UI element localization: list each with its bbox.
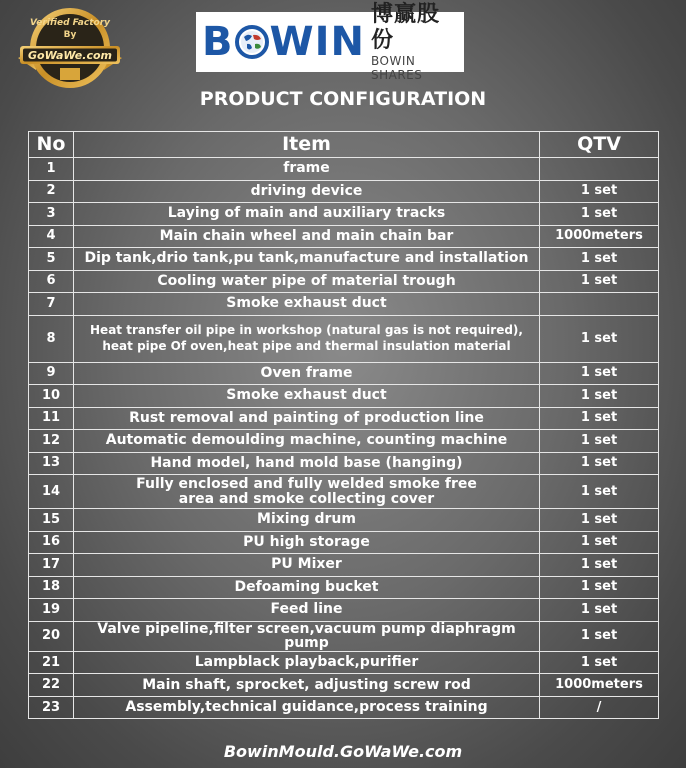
logo-wordmark — [202, 19, 365, 65]
logo-english: BOWIN SHARES — [370, 54, 423, 82]
table-row — [29, 315, 659, 362]
row-item-line2: area and smoke collecting cover — [178, 490, 435, 507]
row-item: driving device — [74, 180, 540, 203]
row-item: Lampblack playback,purifier — [74, 651, 540, 674]
row-no: 21 — [29, 651, 74, 674]
row-no: 15 — [29, 509, 74, 532]
product-configuration-table — [28, 131, 659, 719]
table-row — [29, 293, 659, 316]
header-item: Item — [74, 132, 540, 158]
row-qty: 1 set — [540, 531, 659, 554]
table-row — [29, 674, 659, 697]
row-qty: 1 set — [540, 576, 659, 599]
table-header-row — [29, 132, 659, 158]
row-item-line1: Fully enclosed and fully welded smoke free — [136, 475, 477, 492]
row-no: 13 — [29, 452, 74, 475]
table-row — [29, 621, 659, 651]
row-no: 12 — [29, 430, 74, 453]
table-row — [29, 407, 659, 430]
row-item: Smoke exhaust duct — [74, 293, 540, 316]
bowin-logo — [196, 2, 464, 82]
table-row — [29, 248, 659, 271]
globe-icon — [235, 25, 269, 59]
row-qty: 1 set — [540, 385, 659, 408]
row-item: Hand model, hand mold base (hanging) — [74, 452, 540, 475]
table-row — [29, 225, 659, 248]
row-no: 22 — [29, 674, 74, 697]
row-qty: 1 set — [540, 248, 659, 271]
row-qty: 1 set — [540, 509, 659, 532]
row-no: 19 — [29, 599, 74, 622]
row-no: 14 — [29, 475, 74, 509]
table-row — [29, 576, 659, 599]
row-qty: 1000meters — [540, 674, 659, 697]
row-no: 16 — [29, 531, 74, 554]
row-item: Mixing drum — [74, 509, 540, 532]
row-no: 9 — [29, 362, 74, 385]
row-no: 6 — [29, 270, 74, 293]
header-no: No — [29, 132, 74, 158]
row-item: PU Mixer — [74, 554, 540, 577]
table-row — [29, 651, 659, 674]
badge-line1: Verified Factory — [29, 18, 110, 28]
row-qty: 1 set — [540, 407, 659, 430]
row-no: 8 — [29, 315, 74, 362]
row-qty: 1 set — [540, 621, 659, 651]
row-no: 5 — [29, 248, 74, 271]
row-no: 7 — [29, 293, 74, 316]
row-qty: 1 set — [540, 452, 659, 475]
row-qty: 1 set — [540, 180, 659, 203]
row-qty: 1 set — [540, 203, 659, 226]
row-item: Smoke exhaust duct — [74, 385, 540, 408]
row-item: Automatic demoulding machine, counting machine — [74, 430, 540, 453]
row-item: Feed line — [74, 599, 540, 622]
badge-line2: By — [63, 30, 77, 40]
footer-website: BowinMould.GoWaWe.com — [223, 742, 463, 761]
row-item: PU high storage — [74, 531, 540, 554]
row-qty: 1000meters — [540, 225, 659, 248]
row-item: frame — [74, 158, 540, 181]
row-qty: 1 set — [540, 362, 659, 385]
table-row — [29, 385, 659, 408]
row-item: Main chain wheel and main chain bar — [74, 225, 540, 248]
row-no: 23 — [29, 696, 74, 719]
row-qty: 1 set — [540, 270, 659, 293]
table-row — [29, 554, 659, 577]
row-item: Main shaft, sprocket, adjusting screw rod — [74, 674, 540, 697]
table-row — [29, 270, 659, 293]
row-item: Rust removal and painting of production line — [74, 407, 540, 430]
table-row — [29, 696, 659, 719]
table-row — [29, 362, 659, 385]
row-item — [74, 315, 540, 362]
page-title: PRODUCT CONFIGURATION — [199, 88, 487, 110]
row-no: 1 — [29, 158, 74, 181]
logo-mark-right: WIN — [269, 19, 365, 65]
row-no: 11 — [29, 407, 74, 430]
row-qty — [540, 293, 659, 316]
row-item: Valve pipeline,filter screen,vacuum pump diaphragm pump — [74, 621, 540, 651]
verified-factory-badge — [14, 6, 126, 90]
row-qty: 1 set — [540, 599, 659, 622]
row-qty: 1 set — [540, 651, 659, 674]
table-row — [29, 509, 659, 532]
table-row — [29, 452, 659, 475]
badge-brand: GoWaWe.com — [27, 49, 112, 62]
logo-chinese: 博赢股份 — [370, 2, 440, 53]
table-row — [29, 203, 659, 226]
row-item: Cooling water pipe of material trough — [74, 270, 540, 293]
row-no: 10 — [29, 385, 74, 408]
row-qty: 1 set — [540, 315, 659, 362]
table-row — [29, 531, 659, 554]
logo-mark-left: B — [202, 19, 234, 65]
row-item-line1: Heat transfer oil pipe in workshop (natural gas is not required), — [90, 323, 523, 338]
row-item: Defoaming bucket — [74, 576, 540, 599]
row-item — [74, 475, 540, 509]
row-item: Dip tank,drio tank,pu tank,manufacture and installation — [74, 248, 540, 271]
logo-text-block — [371, 2, 458, 82]
row-qty: 1 set — [540, 475, 659, 509]
row-qty: 1 set — [540, 430, 659, 453]
row-no: 2 — [29, 180, 74, 203]
row-no: 4 — [29, 225, 74, 248]
row-no: 3 — [29, 203, 74, 226]
header-qty: QTV — [540, 132, 659, 158]
table-row — [29, 180, 659, 203]
row-qty — [540, 158, 659, 181]
row-no: 18 — [29, 576, 74, 599]
row-item-line2: heat pipe Of oven,heat pipe and thermal insulation material — [102, 339, 511, 353]
table-row — [29, 599, 659, 622]
table-row — [29, 475, 659, 509]
row-item: Assembly,technical guidance,process training — [74, 696, 540, 719]
row-qty: 1 set — [540, 554, 659, 577]
row-qty: / — [540, 696, 659, 719]
table-row — [29, 430, 659, 453]
row-no: 17 — [29, 554, 74, 577]
row-no: 20 — [29, 621, 74, 651]
row-item: Laying of main and auxiliary tracks — [74, 203, 540, 226]
row-item: Oven frame — [74, 362, 540, 385]
table-row — [29, 158, 659, 181]
